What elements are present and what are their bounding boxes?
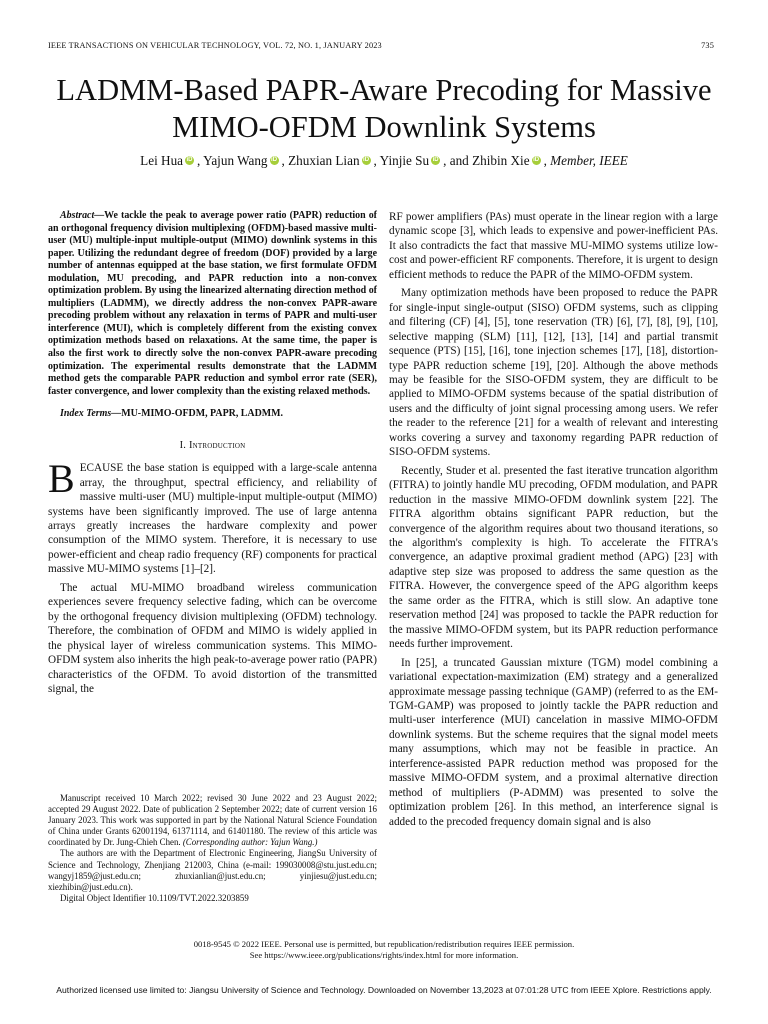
body-paragraph: In [25], a truncated Gaussian mixture (TGM) model combining a variational expectation-maximization (EM) strategy and a generalized approximate message passing technique (GAMP) (referred to as the EM-TGM-GAMP) was proposed to jointly tackle the PAPR reduction and multi-user interference (MUI) cancelation in massive MIMO-OFDM downlink systems. But the scheme requires that the signal model meets many assumptions, which may not be feasible in practice. An interference-assisted PAPR reduction method was proposed for the massive MIMO-OFDM system, and a proximal alternative direction method of multipliers (P-ADMM) was presented to solve the optimization problem [26]. In this method, an interference signal is added to the precoded frequency domain signal and is also <box>389 656 718 828</box>
body-paragraph: Many optimization methods have been proposed to reduce the PAPR for single-input single-output (SISO) OFDM systems, such as clipping and filtering (CF) [4], [5], tone reservation (TR) [6], [7], [8], [9], [10], selective mapping (SLM) [11], [12], [13], [14] and partial transmit sequence (PTS) [15], [16], tone injection schemes [17], [18], distortion-type PAPR reduction scheme [19], [20]. Although the above methods may be feasible for the SISO-OFDM system, they are difficult to be applied to MIMO-OFDM systems because of the spatial distribution of users and the difficulty of joint signal processing among users. We refer the reader to the reference [21] for a wealth of relevant and interesting works covering a survey and taxonomy regarding PAPR reduction of SISO-OFDM systems. <box>389 287 718 459</box>
orcid-icon[interactable]: iD <box>363 157 370 163</box>
index-terms <box>48 408 377 421</box>
intro-paragraph-1: BECAUSE the base station is equipped with a large-scale antenna array, the throughput, spectral efficiency, and reliability of massive multi-user (MU) multiple-input multiple-output (MIMO) systems have been significantly improved. The use of large antenna arrays greatly increases the hardware complexity and power consumption of the MIMO system. Therefore, it is necessary to use power-efficient and cheap radio frequency (RF) components for practical massive MU-MIMO systems [1]–[2]. <box>48 456 377 576</box>
doi-footnote: Digital Object Identifier 10.1109/TVT.2022.3203859 <box>60 892 249 903</box>
running-head <box>48 41 714 50</box>
manuscript-footnote: Manuscript received 10 March 2022; revised 30 June 2022 and 23 August 2022; accepted 29 August 2022. Date of publication 2 September 2022; date of current version 16 January 2023. This work was supported in part by the National Natural Science Foundation of China under Grants 62001194, 61371114, and 61401180. The review of this article was coordinated by Dr. Jung-Chieh Chen. (Corresponding author: Yajun Wang.) <box>48 793 377 848</box>
download-notice: Authorized licensed use limited to: Jiangsu University of Science and Technology. Downloaded on November 13,2023 at 07:01:28 UTC from IEEE Xplore. Restrictions apply. <box>56 985 712 995</box>
abstract-text: We tackle the peak to average power ratio (PAPR) reduction of an orthogonal frequency division multiplexing (OFDM)-based massive multi-user (MU) multiple-input multiple-output (MIMO) downlink systems in this paper. Utilizing the redundant degree of freedom (DOF) provided by a large number of antennas equipped at the base station, we first formulate OFDM modulation, MU precoding, and PAPR reduction into a non-convex optimization problem. By using the linearized alternating direction method of multipliers (LADMM), we directly address the non-convex PAPR-aware precoding problem without any relaxation in terms of PAPR and multi-user interference (MUI), which is completely different from the existing convex optimization methods based on relaxations. At the same time, the paper is also the first work to directly solve the non-convex PAPR-aware precoding optimization. The experimental results demonstrate that the LADMM method gets the comparable PAPR reduction and symbol error rate (SER), faster convergence, and lower complexity than the existing relaxed methods. <box>48 210 377 397</box>
author-name: Lei Hua <box>140 153 184 168</box>
title-line-1: LADMM-Based PAPR-Aware Precoding for Massive <box>56 73 712 107</box>
left-column <box>48 210 377 696</box>
index-terms-text: MU-MIMO-OFDM, PAPR, LADMM. <box>121 408 284 420</box>
journal-header: IEEE TRANSACTIONS ON VEHICULAR TECHNOLOGY, VOL. 72, NO. 1, JANUARY 2023 <box>48 41 382 50</box>
corresponding-author: (Corresponding author: Yajun Wang.) <box>182 837 318 848</box>
author-name: Yajun Wang <box>203 153 268 168</box>
section-heading: I. Introduction <box>179 439 246 451</box>
author-membership: Member, IEEE <box>550 153 628 168</box>
footnotes <box>48 793 377 904</box>
author-name: Yinjie Su <box>379 153 430 168</box>
author-name: Zhuxian Lian <box>288 153 360 168</box>
author-list: Lei Hua iD , Yajun Wang iD , Zhuxian Lian iD , Yinjie Su iD , and Zhibin Xie iD , Member, IEEE <box>140 153 628 168</box>
author-affiliation-footnote: The authors are with the Department of Electronic Engineering, JiangSu University of Science and Technology, Zhenjiang 212003, China (e-mail: 199030008@stu.just.edu.cn; wangyj1859@just.edu.cn; zhuxianlian@just.edu.cn; yinjiesu@just.edu.cn; xiezhibin@just.edu.cn). <box>48 848 377 892</box>
title-line-2: MIMO-OFDM Downlink Systems <box>172 110 596 144</box>
orcid-icon[interactable]: iD <box>432 157 439 163</box>
abstract-label: Abstract— <box>60 210 105 221</box>
right-column <box>389 210 718 829</box>
paper-title <box>30 72 738 146</box>
index-terms-label: Index Terms— <box>60 408 122 420</box>
intro-paragraph-2: The actual MU-MIMO broadband wireless communication experiences severe frequency selective fading, which can be overcome by the orthogonal frequency division multiplexing (OFDM) technology. Therefore, the combination of OFDM and MIMO is widely applied in the physical layer of wireless communication systems. This MIMO-OFDM system also inherits the high peak-to-average power ratio (PAPR) characteristics of the OFDM. To avoid distortion of the transmitted signal, the <box>48 581 377 695</box>
orcid-icon[interactable]: iD <box>271 157 278 163</box>
body-paragraph: Recently, Studer et al. presented the fast iterative truncation algorithm (FITRA) to jointly handle MU precoding, OFDM modulation, and PAPR reduction in the massive MIMO-OFDM downlink system [22]. The FITRA algorithm obtains significant PAPR reduction, but the convergence of the algorithm requires about two thousand iterations, so the algorithm's complexity is high. To accelerate the FITRA's convergence, an adaptive proximal gradient method (APG) [23] with adaptive step size was proposed to address the same question as the FITRA. However, the convergence speed of the APG algorithm keeps the same order as the FITRA, which is still slow. An adaptive tone reservation method [24] was proposed to tackle the PAPR reduction for the massive MIMO-OFDM system, but its PAPR reduction performance needs further improvement. <box>389 464 718 651</box>
drop-cap: B <box>48 456 75 502</box>
copyright-notice: 0018-9545 © 2022 IEEE. Personal use is permitted, but republication/redistribution requires IEEE permission. See https://www.ieee.org/publications/rights/index.html for more information. <box>193 939 575 960</box>
abstract <box>48 210 377 398</box>
orcid-icon[interactable]: iD <box>186 157 193 163</box>
author-name: Zhibin Xie <box>472 153 530 168</box>
orcid-icon[interactable]: iD <box>533 157 540 163</box>
body-paragraph: RF power amplifiers (PAs) must operate in the linear region with a large dynamic scope [3], which leads to expensive and power-inefficient PAs. It also contradicts the fact that massive MU-MIMO systems utilize low-cost and power-efficient RF components. Therefore, it is urgent to design efficient methods to reduce the PAPR of the MIMO-OFDM system. <box>389 211 718 281</box>
page-number: 735 <box>701 41 714 50</box>
